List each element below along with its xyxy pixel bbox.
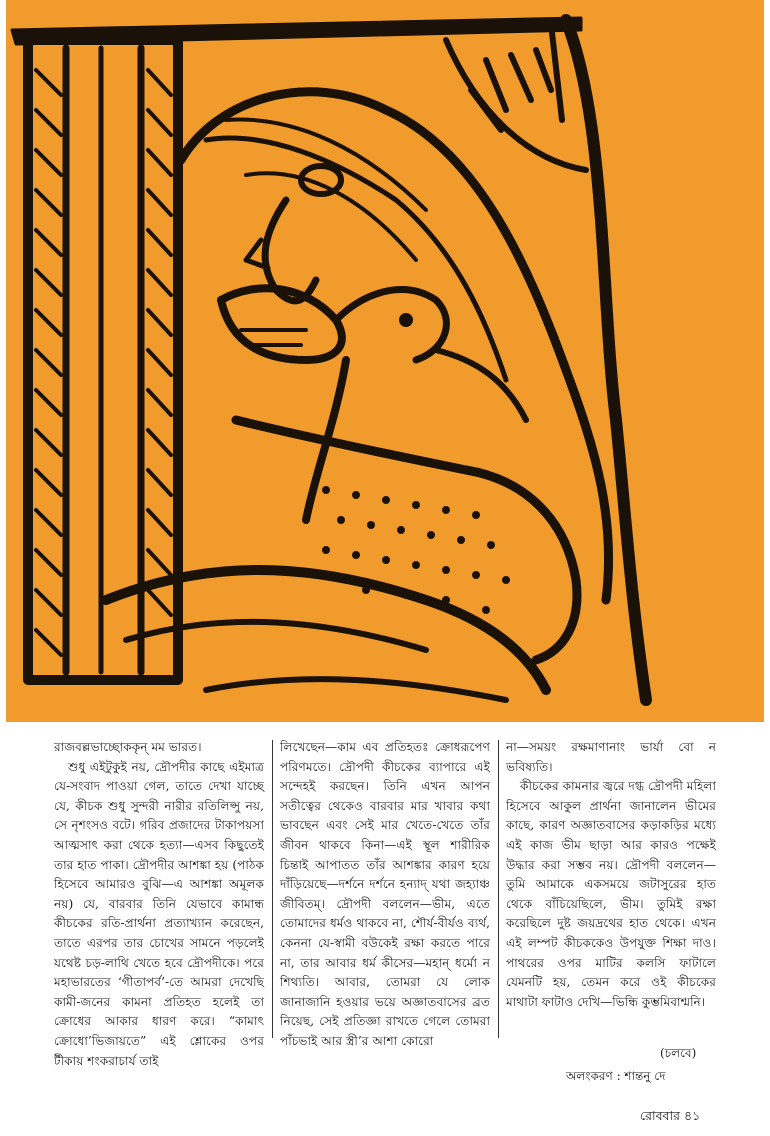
column-divider bbox=[498, 740, 499, 1038]
illustration-credit: অলংকরণ : শান্তনু দে bbox=[566, 1069, 666, 1083]
continued-label: (চলবে) bbox=[660, 1046, 697, 1060]
column-3-paragraph-1: না—সময়ং রক্ষমাণানাং ভার্যা বো ন ভবিষ্যতি। bbox=[506, 740, 716, 774]
column-1-paragraph-2: শুধু এইটুকুই নয়, দ্রৌপদীর কাছে এইমাত্র যে-সংবাদ পাওয়া গেল, তাতে দেখা যাচ্ছে যে, কীচক শুধু সুন্দরী নারীর রতিলিপ্সু নয়, সে নৃশংসও বটে। গরিব প্রজাদের টাকাপয়সা আত্মসাৎ করা থেকে হত্যা—এসব কিছুতেই তার হাত পাকা। দ্রৌপদীর আশঙ্কা হয় (পাঠক হিসেবে আমারও বুঝি—এ আশঙ্কা অমূলক নয়) যে, বারবার তিনি যেভাবে কামান্ধ কীচকের রতি-প্রার্থনা প্রত্যাখ্যান করেছেন, তাতে এরপর তার চোখের সামনে পড়লেই যথেষ্ট চড়-লাথি খেতে হবে দ্রৌপদীকে। পরে মহাভারতের ‘গীতাপর্ব’-তে আমরা দেখেছি কামী-জনের কামনা প্রতিহত হলেই তা ক্রোধের আকার ধারণ করে। “কামাৎ ক্রোধো’ভিজায়তে” এই শ্লোকের ওপর টীকায় শংকরাচার্য তাই bbox=[54, 759, 264, 1068]
page-footer: রোববার ৪১ bbox=[640, 1108, 701, 1123]
article-column-2 bbox=[280, 738, 490, 1048]
column-1-paragraph-1: রাজবল্লভাচ্ছোককৃন্ মম ভারত। bbox=[54, 740, 202, 754]
article-column-3 bbox=[506, 738, 716, 1038]
column-3-paragraph-2: কীচকের কামনার জ্বরে দগ্ধ দ্রৌপদী মহিলা হিসেবে আকুল প্রার্থনা জানালেন ভীমের কাছে, কারণ অজ্ঞাতবাসের কড়াকড়ির মধ্যে এই কাজ ভীম ছাড়া আর কারও পক্ষেই উদ্ধার করা সম্ভব নয়। দ্রৌপদী বললেন—তুমি আমাকে একসময়ে জটাসুরের হাত থেকে বাঁচিয়েছিলে, ভীম। তুমিই রক্ষা করেছিলে দুষ্ট জয়দ্রথের হাত থেকে। এখন এই লম্পট কীচককেও উপযুক্ত শিক্ষা দাও। পাথরের ওপর মাটির কলসি ফাটালে যেমনটি হয়, তেমন করে ওই কীচকের মাথাটা ফাটাও দেখি—ভিন্ধি কুম্ভমিবাশ্মনি। bbox=[506, 779, 716, 1009]
illustration bbox=[6, 0, 764, 722]
column-divider bbox=[272, 740, 273, 1038]
article-column-1 bbox=[54, 738, 264, 1068]
column-2-paragraph-1: লিখেছেন—কাম এব প্রতিহতঃ ক্রোধরূপেণ পরিণমতে। দ্রৌপদী কীচকের ব্যাপারে এই সন্দেহই করছেন। তিনি এখন আপন সতীত্বের থেকেও বারবার মার খাবার কথা ভাবছেন এবং সেই মার খেতে-খেতে তাঁর জীবন থাকবে কিনা—এই স্থূল শারীরিক চিন্তাই আপাতত তাঁর আশঙ্কার কারণ হয়ে দাঁড়িয়েছে—দর্শনে দর্শনে হন্যাদ্ যথা জহ্যাঞ্চ জীবিতম্। দ্রৌপদী বললেন—ভীম, এতে তোমাদের ধর্মও থাকবে না, শৌর্য-বীর্যও ব্যর্থ, কেননা যে-স্বামী বউকেই রক্ষা করতে পারে না, তার আবার ধর্ম কীসের—মহান্ ধর্মো ন শিথ্যতি। আবার, তোমরা যে লোক জানাজানি হওয়ার ভয়ে অজ্ঞাতবাসের ব্রত নিয়েছ, সেই প্রতিজ্ঞা রাখতে গেলে তোমরা পাঁচভাই আর স্ত্রী’র আশা কোরো bbox=[280, 740, 490, 1048]
woman-illustration-icon bbox=[6, 0, 764, 722]
